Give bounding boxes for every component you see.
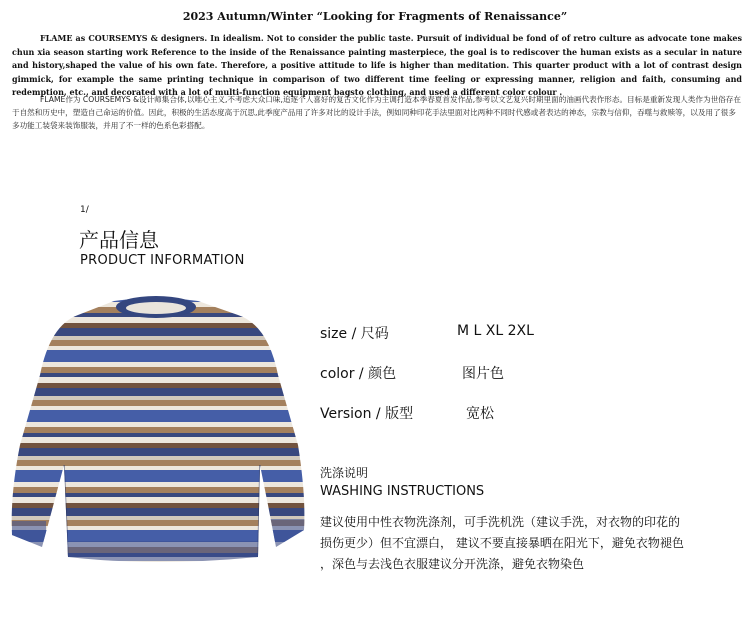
section-title-en: PRODUCT INFORMATION: [80, 253, 245, 268]
washing-instructions: [320, 512, 720, 575]
section-title-zh: 产品信息: [79, 228, 159, 252]
washing-line: 建议使用中性衣物洗涤剂，可手洗机洗（建议手洗，对衣物的印花的: [320, 515, 681, 529]
washing-title-en: WASHING INSTRUCTIONS: [320, 484, 485, 499]
spec-row-size: [320, 323, 534, 343]
intro-chinese: [12, 93, 742, 132]
intro-chinese-text: FLAME作为 COURSEMYS &设计师集合体,以唯心主义,不考虑大众口味,追逐个人喜好的复古文化作为主调打造本季春夏首发作品,参考以文艺复兴时期里面的油画代表作形态。目标是重新发现人类作为世俗存在于自然和历史中，塑造自己命运的价值。因此，积极的生活态度高于沉思,此季度产品用了许多对比的设计手法，例如同种印花手法里面对比两种不同时代感或者表达的神态，宗教与信仰，吞噬与救赎等，以及用了很多多功能工装袋来装饰服装，并用了不一样的色系色彩搭配。: [12, 95, 741, 130]
product-sweater-image: [6, 295, 308, 567]
intro-english: [12, 32, 742, 100]
spec-label-version: Version / 版型: [320, 406, 414, 422]
section-number: 1/: [80, 205, 89, 215]
spec-value-version: 宽松: [466, 406, 494, 422]
spec-label-size: size / 尺码: [320, 326, 389, 342]
page-title: 2023 Autumn/Winter “Looking for Fragments of Renaissance”: [182, 10, 568, 23]
washing-title-zh: 洗涤说明: [320, 466, 369, 480]
intro-english-text: FLAME as COURSEMYS & designers. In idealism. Not to consider the public taste. Pursuit of individual be fond of of retro culture as advocate tone makes chun xia season starting work Reference to the inside of the Renaissance painting masterpiece, the goal is to rediscover the human exists as a secular in nature and history,shaped the value of his own fate. Therefore, a positive attitude to life is higher than meditation. This quarter product with a lot of contrast design gimmick, for example the same printing technique in comparison of two different time feeling or expressing manner, religion and faith, consuming and redemption, etc., and decorated with a lot of multi-function equipment bagsto clothing, and used a different color colour .: [12, 33, 742, 97]
spec-value-size: M L XL 2XL: [457, 323, 534, 339]
spec-row-version: [320, 403, 494, 423]
spec-row-color: [320, 363, 504, 383]
spec-label-color: color / 颜色: [320, 366, 397, 382]
spec-value-color: 图片色: [462, 366, 504, 382]
washing-line: ，深色与去浅色衣服建议分开洗涤，避免衣物染色: [320, 557, 585, 571]
washing-line: 损伤更少）但不宜漂白， 建议不要直接暴晒在阳光下，避免衣物褪色: [320, 536, 684, 550]
